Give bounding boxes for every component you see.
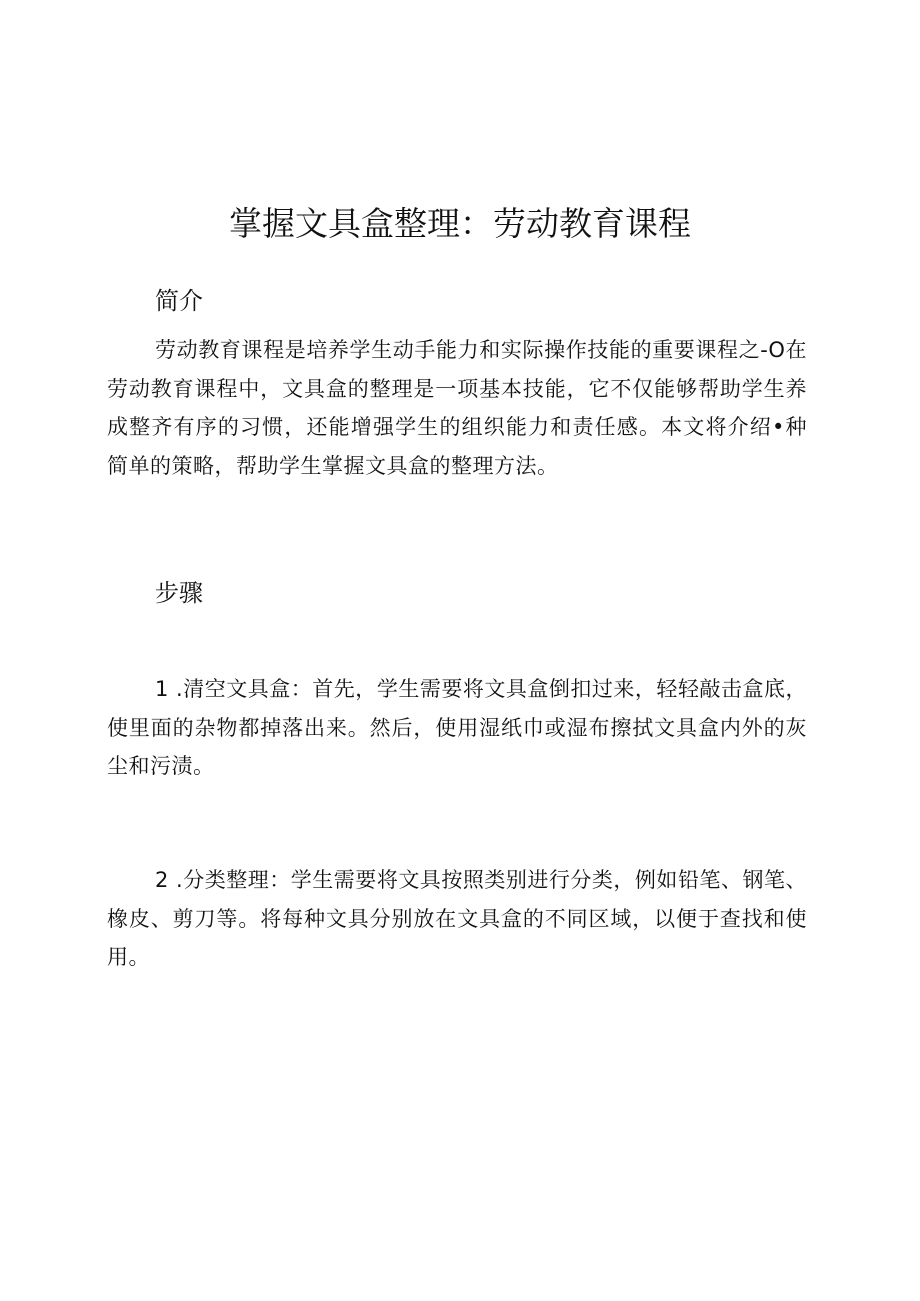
step-2-paragraph: 2 .分类整理：学生需要将文具按照类别进行分类，例如铅笔、钢笔、橡皮、剪刀等。将每种文具分别放在文具盒的不同区域，以便于查找和使用。: [107, 868, 807, 969]
document-title: 掌握文具盒整理：劳动教育课程: [229, 204, 691, 244]
section-heading-steps: 步骤: [155, 579, 203, 607]
step-1-paragraph: 1 .清空文具盒：首先，学生需要将文具盒倒扣过来，轻轻敲击盒底，使里面的杂物都掉落出来。然后，使用湿纸巾或湿布擦拭文具盒内外的灰尘和污渍。: [107, 677, 807, 778]
section-heading-intro: 简介: [155, 287, 203, 315]
intro-paragraph: 劳动教育课程是培养学生动手能力和实际操作技能的重要课程之-O在劳动教育课程中，文具盒的整理是一项基本技能，它不仅能够帮助学生养成整齐有序的习惯，还能增强学生的组织能力和责任感。本文将介绍•种简单的策略，帮助学生掌握文具盒的整理方法。: [107, 338, 807, 478]
